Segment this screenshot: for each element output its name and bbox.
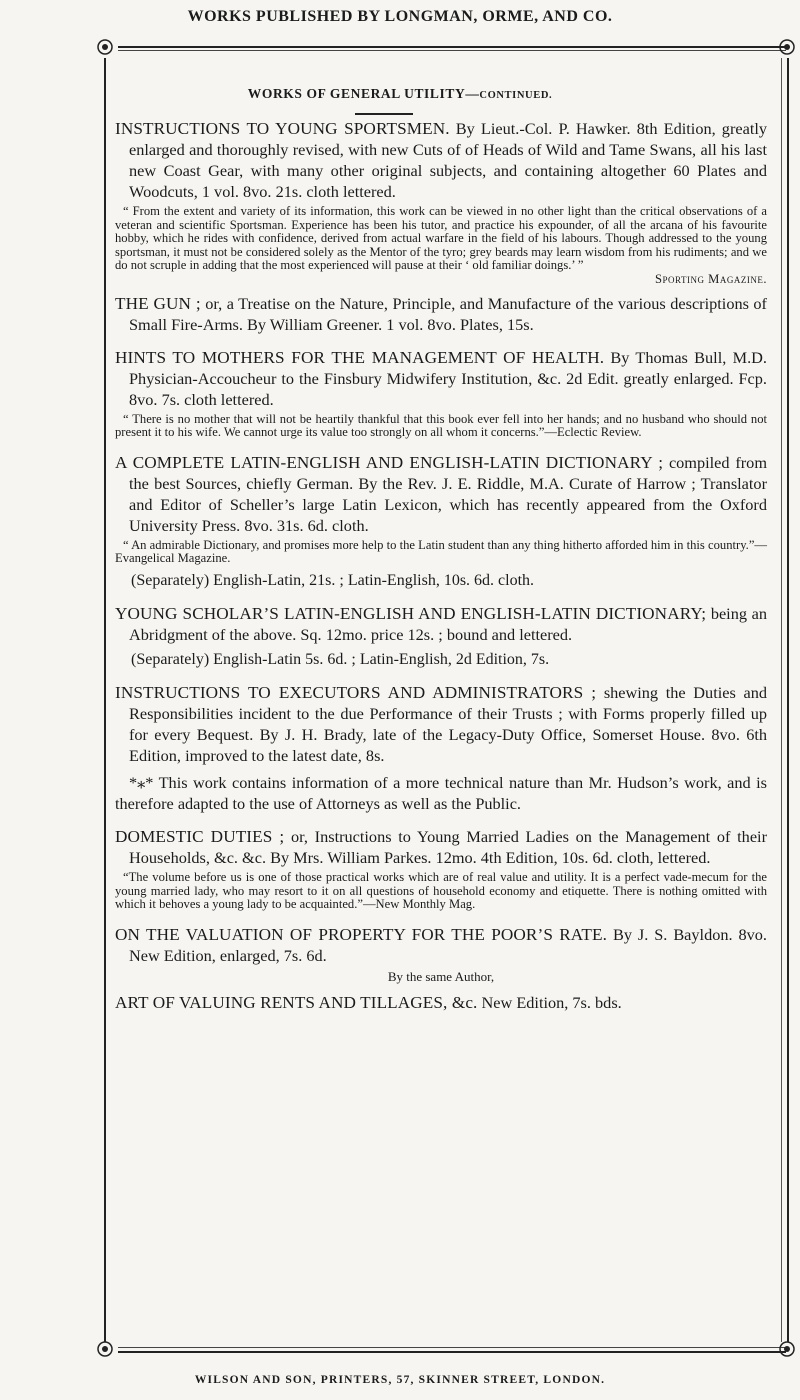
right-border-rule-inner — [781, 58, 782, 1342]
entry-body: or, Instructions to Young Married Ladies on the Management of their Households, &c. &c. By Mrs. William Parkes. 12mo. 4th Edition, 10s. 6d. cloth, lettered. — [129, 826, 767, 867]
top-border-rule — [118, 46, 786, 48]
section-rule — [355, 113, 413, 115]
top-border-rule-inner — [118, 50, 786, 51]
entry-body: By Lieut.-Col. P. Hawker. 8th Edition, greatly enlarged and thoroughly revised, with new Cuts of of Heads of Wild and Tame Swans, all his last new Coast Gear, with many other original subjects, and containing altogether 60 Plates and Woodcuts, 1 vol. 8vo. 21s. cloth lettered. — [129, 119, 768, 201]
review-quote: “ From the extent and variety of its information, this work can be viewed in no other light than the critical observations of a veteran and scientific Sportsman. Experience has been his tutor, and practice his expounder, of all the arcana of his favourite hobby, which he rides with confidence, derived from actual warfare in the field of his labours. Though addressed to the young sportsman, it must not be considered solely as the Mentor of the tyro; grey beards may learn wisdom from his rudiments; and we do not scruple in adding that the most experienced will pause at their ‘ old familiar doings.’ ” — [115, 204, 767, 273]
corner-ornament-icon — [96, 1340, 114, 1358]
quote-source: Sporting Magazine. — [655, 271, 767, 286]
catalogue-entry — [115, 347, 767, 440]
section-continued: CONTINUED. — [479, 90, 553, 101]
entry-title: INSTRUCTIONS TO EXECUTORS AND ADMINISTRATORS ; — [115, 682, 597, 702]
entry-title: HINTS TO MOTHERS FOR THE MANAGEMENT OF HEALTH. — [115, 347, 605, 367]
separate-editions: (Separately) English-Latin, 21s. ; Latin-English, 10s. 6d. cloth. — [131, 571, 535, 589]
corner-ornament-icon — [778, 1340, 796, 1358]
catalogue-entry — [115, 452, 767, 591]
review-quote: “ An admirable Dictionary, and promises more help to the Latin student than any thing hitherto afforded him in this country.”—Evangelical Magazine. — [115, 537, 767, 566]
review-quote: “The volume before us is one of those practical works which are of real value and utility. It is a perfect vade-mecum for the young married lady, who may resort to it on all questions of household economy and etiquette. There is nothing omitted with which it behoves a young lady to be acquainted.”—New Monthly Mag. — [115, 869, 767, 912]
entry-title: INSTRUCTIONS TO YOUNG SPORTSMEN. — [115, 119, 450, 138]
left-border-rule — [104, 58, 106, 1342]
bottom-border-rule — [118, 1351, 786, 1353]
section-title: WORKS OF GENERAL UTILITY— — [247, 86, 480, 101]
catalogue-entry — [115, 992, 767, 1013]
catalogue-entry — [115, 924, 767, 986]
entry-title: A COMPLETE LATIN-ENGLISH AND ENGLISH-LATIN DICTIONARY ; — [115, 452, 664, 472]
catalogue-entry — [115, 682, 767, 814]
entry-title: ON THE VALUATION OF PROPERTY FOR THE POOR’S RATE. — [115, 924, 608, 944]
entry-body: shewing the Duties and Responsibilities incident to the due Performance of their Trusts ; with Forms properly filled up for every Bequest. By J. H. Brady, late of the Legacy-Duty Office, Somerset House. 8vo. 6th Edition, improved to the latest date, 8s. — [129, 682, 767, 765]
catalogue-entry — [115, 293, 767, 335]
editorial-note: *⁎* This work contains information of a more technical nature than Mr. Hudson’s work, and is therefore adapted to the use of Attorneys as well as the Public. — [115, 772, 767, 813]
entry-title: THE GUN ; — [115, 293, 201, 313]
catalogue-entry — [115, 118, 767, 287]
entry-body: being an Abridgment of the above. Sq. 12mo. price 12s. ; bound and lettered. — [129, 603, 768, 644]
entry-body: compiled from the best Sources, chiefly German. By the Rev. J. E. Riddle, M.A. Curate of Harrow ; Translator and Editor of Scheller’s large Latin Lexicon, which has recently appeared from the Oxford University Press. 8vo. 31s. 6d. cloth. — [129, 452, 767, 535]
corner-ornament-icon — [96, 38, 114, 56]
running-head: WORKS PUBLISHED BY LONGMAN, ORME, AND CO. — [187, 8, 613, 25]
catalogue-entry — [115, 826, 767, 912]
entry-body: or, a Treatise on the Nature, Principle, and Manufacture of the various descriptions of Small Fire-Arms. By William Greener. 1 vol. 8vo. Plates, 15s. — [129, 293, 767, 334]
entry-body: By Thomas Bull, M.D. Physician-Accoucheur to the Finsbury Midwifery Institution, &c. 2d Edit. greatly enlarged. Fcp. 8vo. 7s. cloth lettered. — [129, 347, 767, 409]
corner-ornament-icon — [778, 38, 796, 56]
entry-title: YOUNG SCHOLAR’S LATIN-ENGLISH AND ENGLISH-LATIN DICTIONARY; — [115, 603, 707, 623]
section-heading — [0, 86, 800, 102]
review-quote: “ There is no mother that will not be heartily thankful that this book ever fell into her hands; and no husband who should not present it to his wife. We cannot urge its value too strongly on all whom it concerns.”—Eclectic Review. — [115, 411, 767, 440]
bottom-border-rule-inner — [118, 1347, 786, 1348]
entry-body: By J. S. Bayldon. 8vo. New Edition, enlarged, 7s. 6d. — [129, 924, 767, 965]
separate-editions: (Separately) English-Latin 5s. 6d. ; Latin-English, 2d Edition, 7s. — [131, 650, 550, 668]
right-border-rule — [787, 58, 789, 1342]
entry-title: DOMESTIC DUTIES ; — [115, 826, 285, 846]
entry-body: New Edition, 7s. bds. — [481, 992, 622, 1012]
entry-title: ART OF VALUING RENTS AND TILLAGES, &c. — [115, 992, 478, 1012]
printer-imprint: WILSON AND SON, PRINTERS, 57, SKINNER STREET, LONDON. — [194, 1374, 606, 1386]
catalogue-entry — [115, 603, 767, 670]
catalogue-listing — [115, 118, 767, 1019]
by-same-author: By the same Author, — [387, 968, 495, 984]
